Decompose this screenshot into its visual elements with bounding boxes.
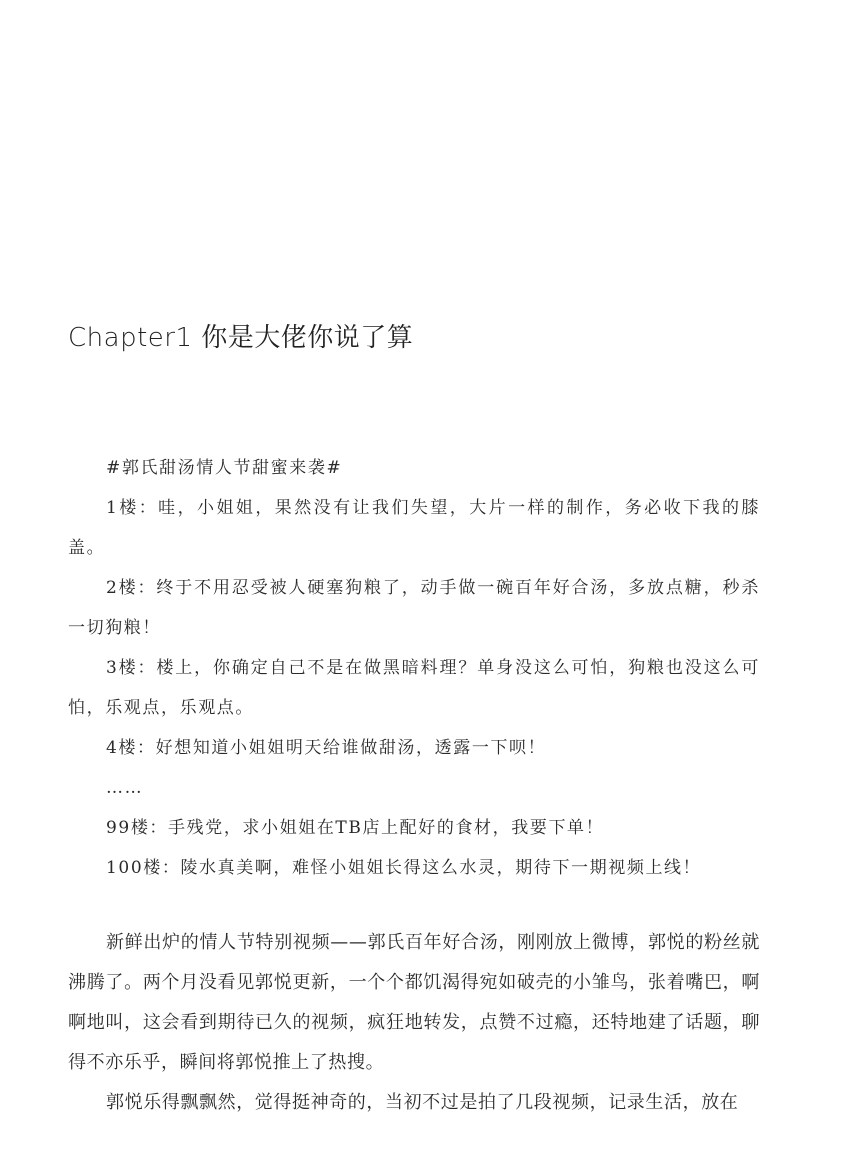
comment-hashtag: #郭氏甜汤情人节甜蜜来袭# <box>106 458 343 478</box>
story-paragraph: 郭悦乐得飘飘然，觉得挺神奇的，当初不过是拍了几段视频，记录生活，放在 <box>106 1092 739 1113</box>
chapter-title: Chapter1 你是大佬你说了算 <box>68 323 414 353</box>
comment-floor-100: 100楼：陵水真美啊，难怪小姐姐长得这么水灵，期待下一期视频上线！ <box>106 858 702 878</box>
story-paragraph: 新鲜出炉的情人节特别视频——郭氏百年好合汤，刚刚放上微博，郭悦的粉丝就沸腾了。两个月没看见郭悦更新，一个个都饥渴得宛如破壳的小雏鸟，张着嘴巴，啊啊地叫，这会看到期待已久的视频，疯狂地转发，点赞不过瘾，还特地建了话题，聊得不亦乐乎，瞬间将郭悦推上了热搜。 <box>68 932 760 1073</box>
comment-list <box>68 448 760 888</box>
comment-floor-4: 4楼：好想知道小姐姐明天给谁做甜汤，透露一下呗！ <box>106 738 547 758</box>
comment-floor-1: 1楼：哇，小姐姐，果然没有让我们失望，大片一样的制作，务必收下我的膝盖。 <box>68 498 760 558</box>
comment-floor-99: 99楼：手残党，求小姐姐在TB店上配好的食材，我要下单！ <box>106 818 605 838</box>
comment-floor-3: 3楼：楼上，你确定自己不是在做黑暗料理？单身没这么可怕，狗粮也没这么可怕，乐观点，乐观点。 <box>68 658 760 718</box>
comment-ellipsis: …… <box>106 778 144 798</box>
story-body <box>68 923 760 1123</box>
comment-floor-2: 2楼：终于不用忍受被人硬塞狗粮了，动手做一碗百年好合汤，多放点糖，秒杀一切狗粮！ <box>68 578 760 638</box>
